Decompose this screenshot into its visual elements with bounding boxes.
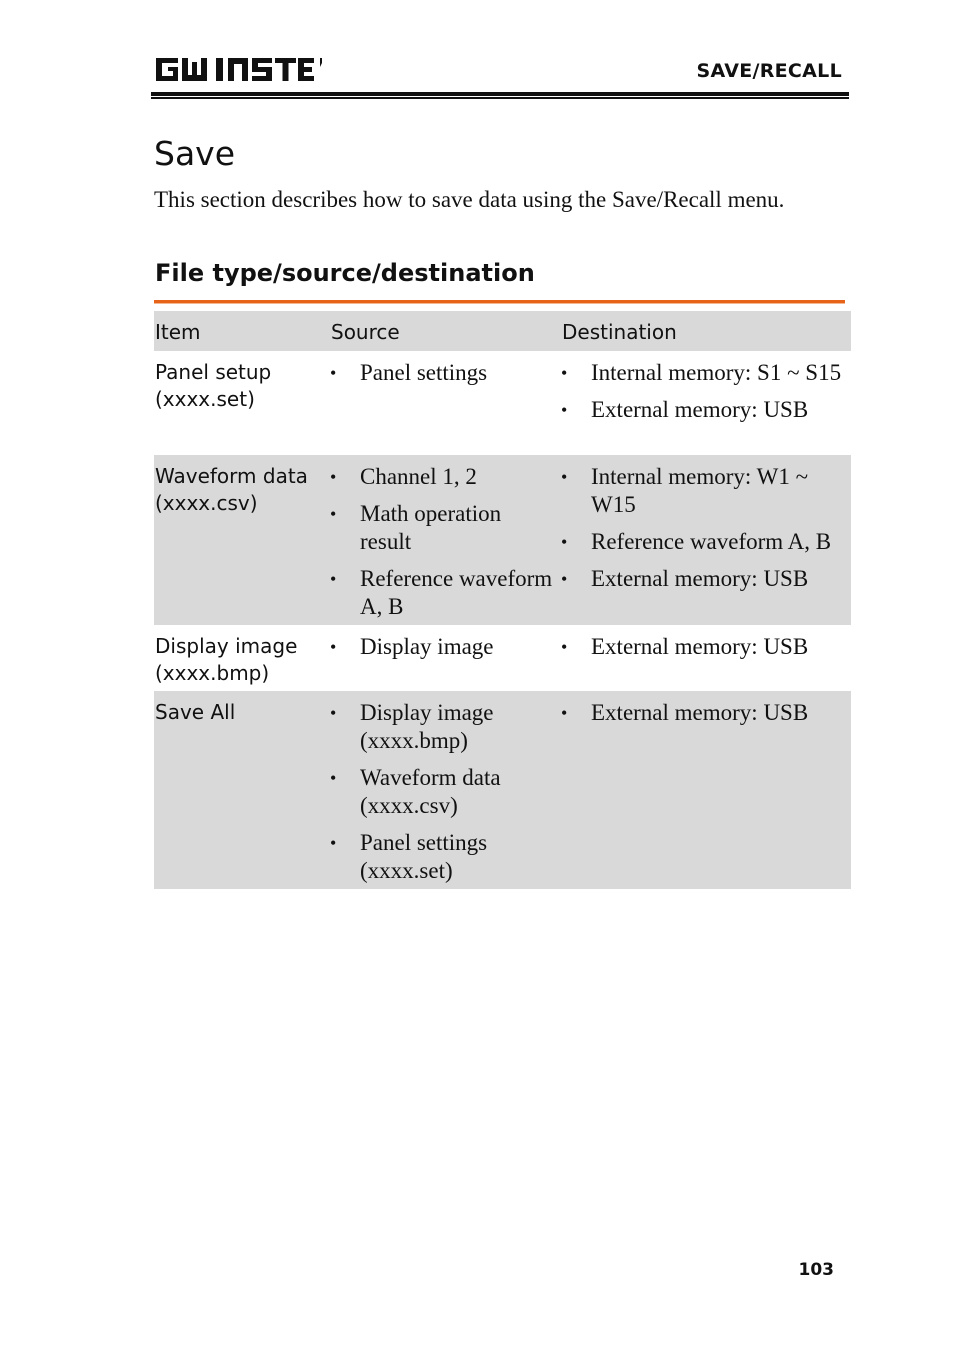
subheading: File type/source/destination bbox=[155, 259, 535, 287]
bullet-icon: • bbox=[561, 532, 568, 552]
bullet-icon: • bbox=[330, 768, 337, 788]
table-row bbox=[154, 625, 851, 691]
list-item: • Internal memory: S1 ~ S15 bbox=[561, 360, 842, 385]
list-item: • Panel settings bbox=[330, 360, 488, 385]
bullet-icon: • bbox=[330, 637, 337, 657]
bullet-icon: • bbox=[330, 363, 337, 383]
bullet-icon: • bbox=[561, 703, 568, 723]
list-item: • Reference waveform A, B bbox=[330, 566, 553, 619]
intro-text: This section describes how to save data using the Save/Recall menu. bbox=[154, 187, 785, 212]
source-cell bbox=[326, 691, 557, 889]
item-cell bbox=[154, 455, 326, 625]
logo-wordmark bbox=[154, 54, 322, 84]
column-header-destination: Destination bbox=[557, 311, 851, 351]
item-cell bbox=[154, 625, 326, 691]
column-header-item: Item bbox=[154, 311, 326, 351]
list-item: • Reference waveform A, B bbox=[561, 529, 832, 554]
list-item: • External memory: USB bbox=[561, 566, 809, 591]
item-extension: (xxxx.bmp) bbox=[155, 661, 270, 685]
gw-instek-logo bbox=[154, 52, 322, 86]
page-number: 103 bbox=[798, 1260, 834, 1280]
item-label: Waveform data bbox=[155, 464, 308, 488]
bullet-icon: • bbox=[330, 467, 337, 487]
destination-cell bbox=[557, 455, 851, 625]
page-title: Save bbox=[154, 134, 236, 173]
bullet-icon: • bbox=[330, 703, 337, 723]
source-cell bbox=[326, 351, 557, 455]
source-cell bbox=[326, 625, 557, 691]
list-item: • External memory: USB bbox=[561, 634, 809, 659]
table-row bbox=[154, 351, 851, 455]
item-extension: (xxxx.csv) bbox=[155, 491, 258, 515]
list-item: • External memory: USB bbox=[561, 397, 809, 422]
item-label: Display image bbox=[155, 634, 298, 658]
list-item: • Math operation result bbox=[330, 501, 502, 554]
column-header-source: Source bbox=[326, 311, 557, 351]
destination-cell bbox=[557, 625, 851, 691]
list-item: • Display image (xxxx.bmp) bbox=[330, 700, 494, 753]
bullet-icon: • bbox=[561, 363, 568, 383]
list-item: • External memory: USB bbox=[561, 700, 809, 725]
bullet-icon: • bbox=[561, 637, 568, 657]
destination-cell bbox=[557, 691, 851, 889]
list-item: • Display image bbox=[330, 634, 494, 659]
item-label: Save All bbox=[155, 700, 236, 724]
item-cell bbox=[154, 351, 326, 455]
item-cell bbox=[154, 691, 326, 889]
bullet-icon: • bbox=[330, 504, 337, 524]
file-type-table bbox=[154, 311, 851, 889]
list-item: • Internal memory: W1 ~ W15 bbox=[561, 464, 809, 517]
destination-cell bbox=[557, 351, 851, 455]
table-header-row bbox=[154, 311, 851, 351]
bullet-icon: • bbox=[561, 569, 568, 589]
table-row bbox=[154, 691, 851, 889]
list-item: • Waveform data (xxxx.csv) bbox=[330, 765, 501, 818]
item-extension: (xxxx.set) bbox=[155, 387, 255, 411]
header-rule-thin bbox=[151, 97, 849, 99]
header-rule bbox=[151, 92, 849, 96]
bullet-icon: • bbox=[330, 569, 337, 589]
list-item: • Panel settings (xxxx.set) bbox=[330, 830, 488, 883]
bullet-icon: • bbox=[330, 833, 337, 853]
table-row bbox=[154, 455, 851, 625]
section-tag: SAVE/RECALL bbox=[696, 60, 842, 82]
source-cell bbox=[326, 455, 557, 625]
bullet-icon: • bbox=[561, 400, 568, 420]
list-item: • Channel 1, 2 bbox=[330, 464, 477, 489]
item-label: Panel setup bbox=[155, 360, 272, 384]
bullet-icon: • bbox=[561, 467, 568, 487]
subheading-rule-shadow bbox=[154, 303, 845, 304]
